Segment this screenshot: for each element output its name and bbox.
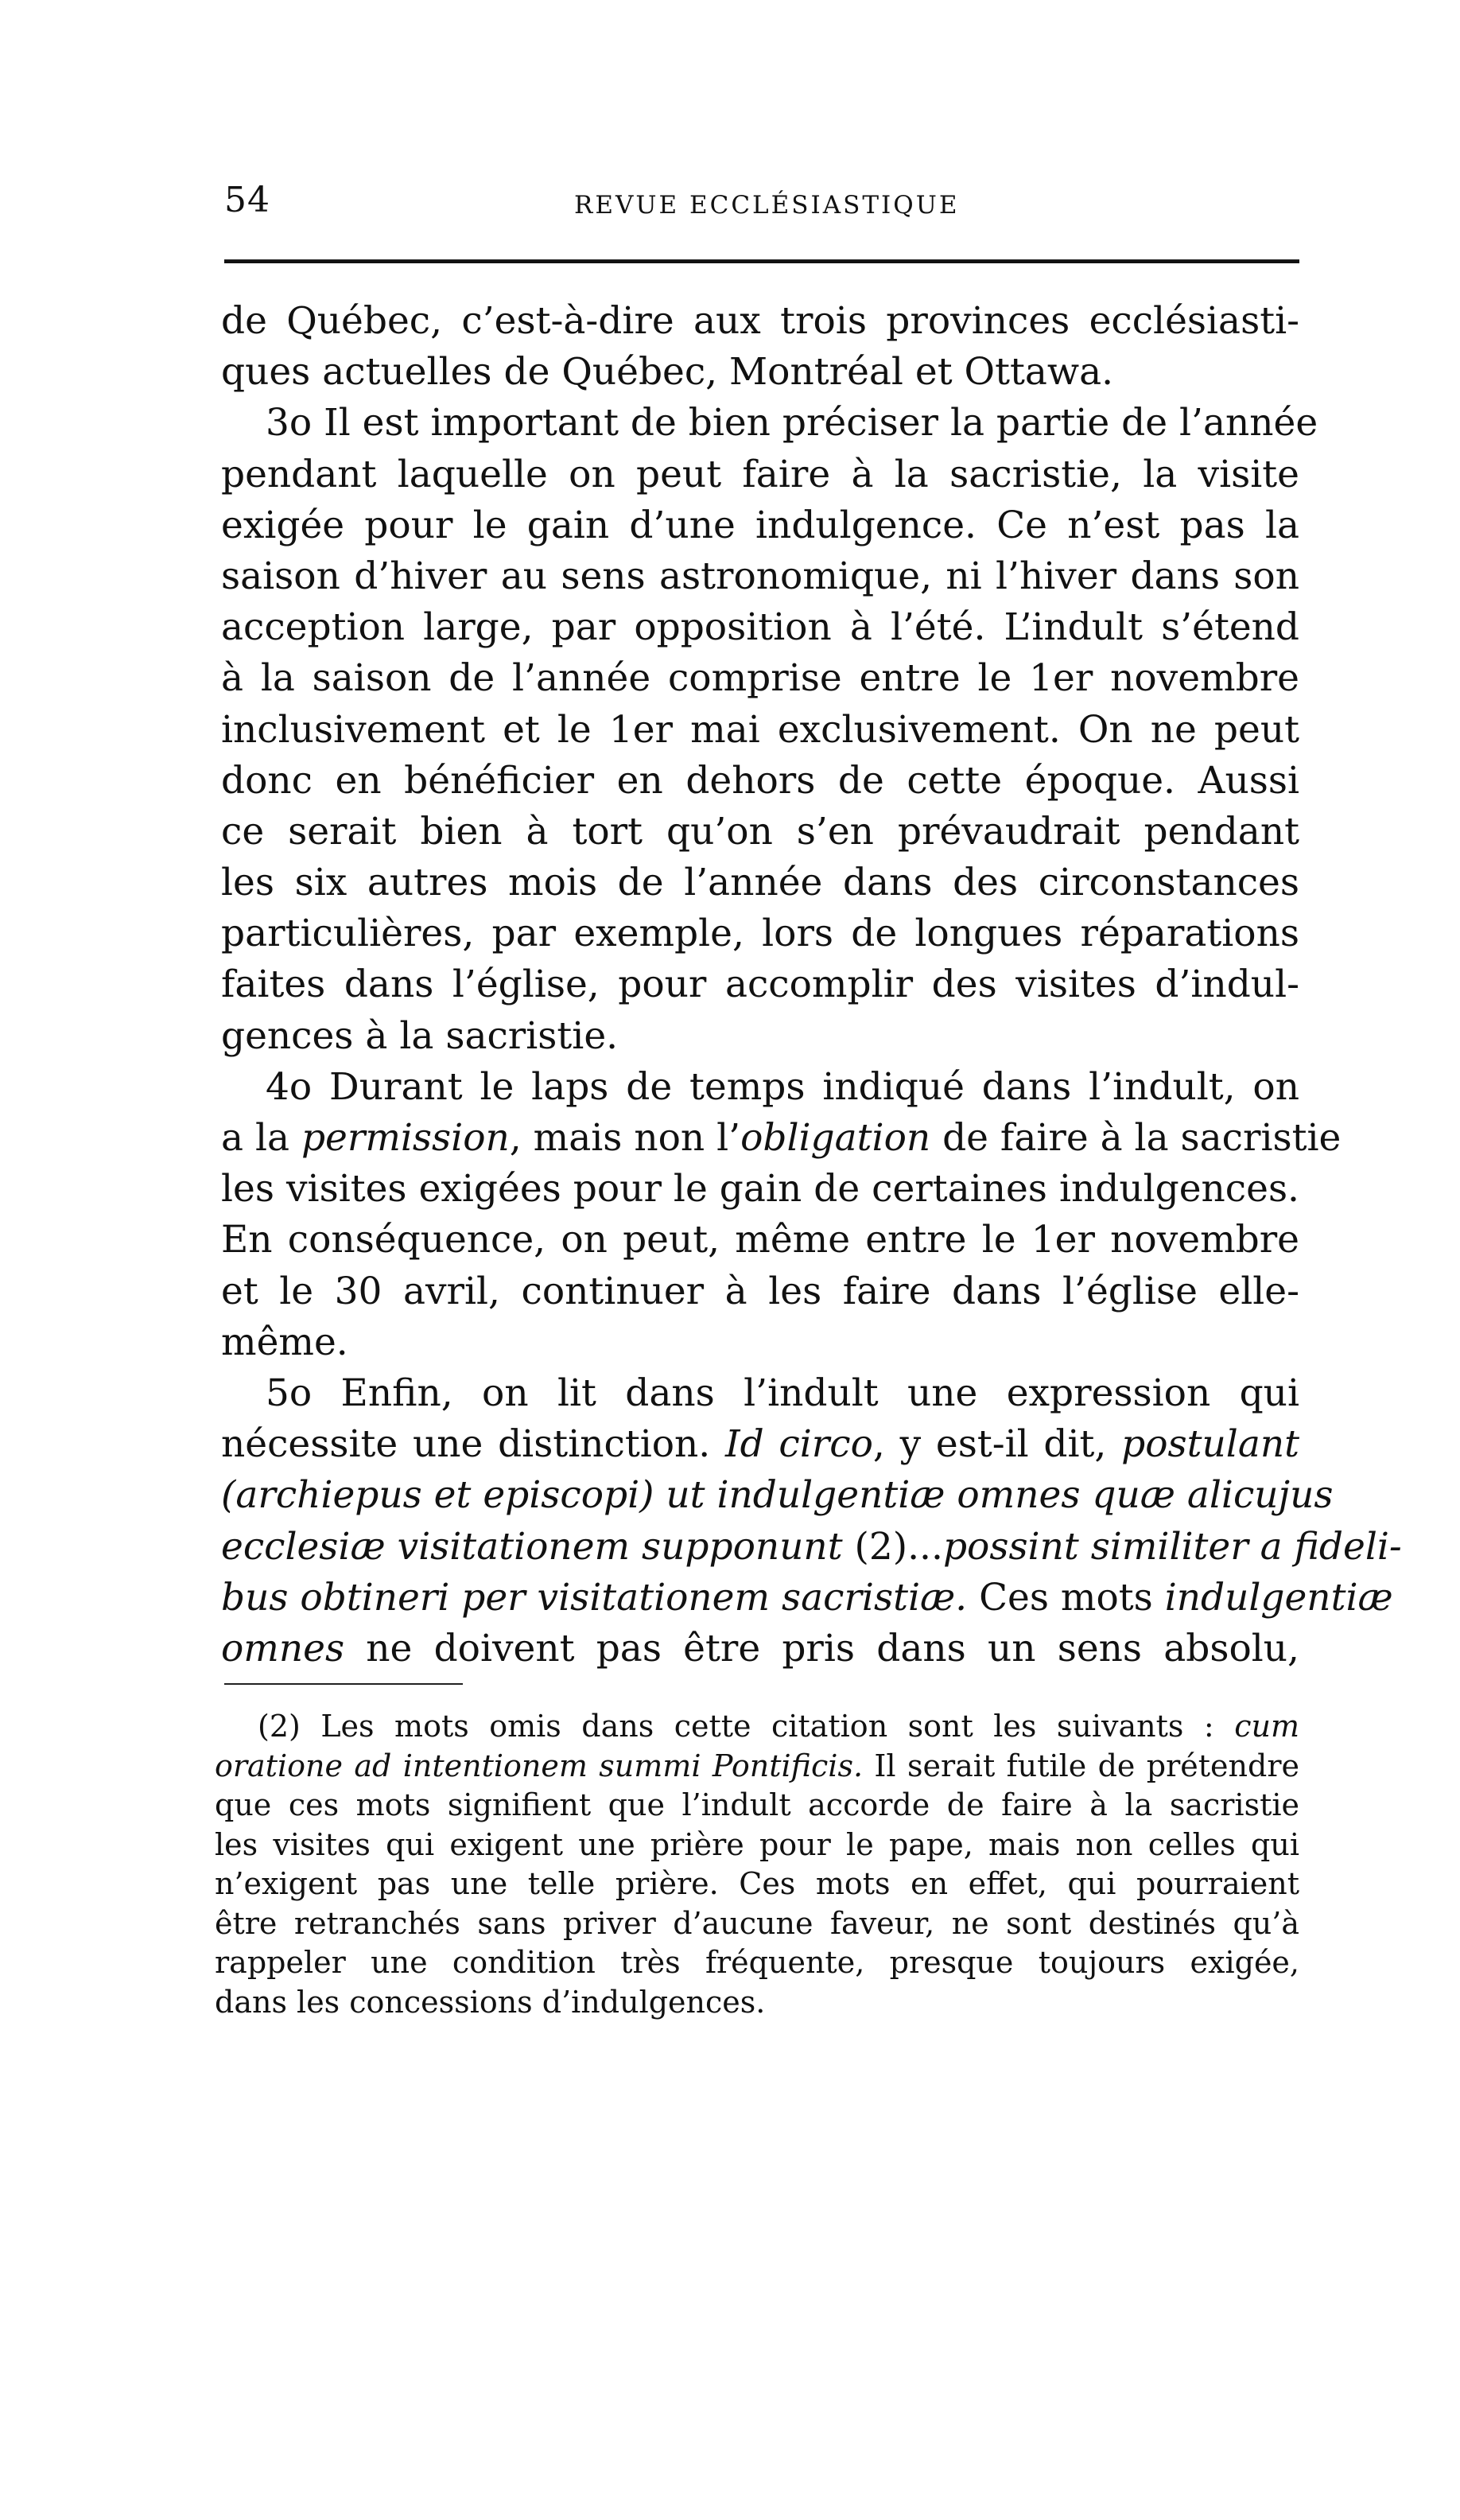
italic-run: bus obtineri per visitationem sacristiæ.: [221, 1575, 968, 1620]
text-run: nécessite une distinction.: [221, 1422, 726, 1467]
text-line: acception large, par opposition à l’été. L’indult s’étend: [221, 605, 1299, 650]
text-run: Ces mots: [967, 1575, 1165, 1620]
footnote-line: être retranchés sans priver d’aucune faveur, ne sont destinés qu’à: [215, 1905, 1299, 1941]
header-rule: [224, 259, 1299, 263]
text-line: [221, 1419, 1299, 1470]
text-line: 3o Il est important de bien préciser la partie de l’année: [266, 401, 1318, 445]
journal-title: REVUE ECCLÉSIASTIQUE: [574, 191, 960, 220]
italic-run: omnes: [221, 1626, 345, 1670]
italic-run: permission: [301, 1116, 510, 1160]
text-line: ques actuelles de Québec, Montréal et Ottawa.: [221, 350, 1114, 395]
text-run: , mais non l’: [509, 1116, 741, 1160]
text-line: (archiepus et episcopi) ut indulgentiæ omnes quæ alicujus: [221, 1473, 1334, 1518]
italic-run: indulgentiæ: [1164, 1575, 1393, 1620]
text-line: même.: [221, 1320, 348, 1364]
text-line: En conséquence, on peut, même entre le 1er novembre: [221, 1218, 1299, 1262]
text-line: particulières, par exemple, lors de longues réparations: [221, 912, 1299, 956]
text-line: exigée pour le gain d’une indulgence. Ce n’est pas la: [221, 503, 1299, 547]
text-line: 4o Durant le laps de temps indiqué dans l’indult, on: [266, 1064, 1299, 1109]
text-run: Il serait futile de prétendre: [863, 1748, 1299, 1783]
italic-run: obligation: [740, 1116, 931, 1160]
italic-run: cum: [1234, 1709, 1299, 1744]
text-run: a la: [221, 1116, 301, 1160]
body-text: [221, 296, 1402, 1674]
text-line: [221, 1624, 1299, 1674]
footnote-line: [215, 1707, 1299, 1747]
footnote-line: que ces mots signifient que l’indult accorde de faire à la sacristie: [215, 1787, 1299, 1822]
italic-run: oratione ad intentionem summi Pontificis.: [215, 1748, 864, 1783]
page-number: 54: [224, 180, 270, 220]
italic-run: possint similiter a fideli-: [942, 1524, 1402, 1569]
footnote-line: [215, 1747, 1299, 1787]
text-line: donc en bénéficier en dehors de cette époque. Aussi: [221, 758, 1299, 803]
footnote-line: n’exigent pas une telle prière. Ces mots en effet, qui pourraient: [215, 1866, 1299, 1901]
text-line: gences à la sacristie.: [221, 1013, 619, 1058]
text-line: de Québec, c’est-à-dire aux trois provinces ecclésiasti-: [221, 299, 1299, 343]
text-line: inclusivement et le 1er mai exclusivement. On ne peut: [221, 707, 1299, 752]
text-line: faites dans l’église, pour accomplir des visites d’indul-: [221, 962, 1299, 1007]
text-line: ce serait bien à tort qu’on s’en prévaudrait pendant: [221, 809, 1299, 854]
text-run: de faire à la sacristie: [930, 1116, 1342, 1160]
italic-run: postulant: [1121, 1422, 1299, 1467]
text-line: 5o Enfin, on lit dans l’indult une expression qui: [266, 1371, 1299, 1415]
italic-run: Id circo: [725, 1422, 873, 1467]
text-run: , y est-il dit,: [872, 1422, 1122, 1467]
text-line: à la saison de l’année comprise entre le 1er novembre: [221, 656, 1299, 701]
text-line: [221, 1113, 1342, 1164]
footnote-line: les visites qui exigent une prière pour le pape, mais non celles qui: [215, 1826, 1299, 1862]
text-line: [221, 1573, 1393, 1624]
italic-run: ecclesiæ visitationem supponunt: [221, 1524, 843, 1569]
running-head: [224, 180, 1298, 235]
text-line: les visites exigées pour le gain de certaines indulgences.: [221, 1167, 1299, 1211]
text-line: et le 30 avril, continuer à les faire dans l’église elle-: [221, 1269, 1299, 1313]
footnote: [215, 1707, 1299, 2022]
footnote-line: rappeler une condition très fréquente, presque toujours exigée,: [215, 1945, 1299, 1980]
text-run: (2)...: [842, 1524, 943, 1569]
text-line: saison d’hiver au sens astronomique, ni l’hiver dans son: [221, 554, 1299, 598]
text-run: ne doivent pas être pris dans un sens absolu,: [344, 1626, 1299, 1670]
text-line: les six autres mois de l’année dans des circonstances: [221, 861, 1299, 905]
text-line: pendant laquelle on peut faire à la sacristie, la visite: [221, 452, 1299, 496]
footnote-rule: [224, 1683, 463, 1685]
text-line: [221, 1522, 1402, 1573]
footnote-line: dans les concessions d’indulgences.: [215, 1984, 766, 2020]
text-run: (2) Les mots omis dans cette citation sont les suivants :: [258, 1709, 1235, 1744]
